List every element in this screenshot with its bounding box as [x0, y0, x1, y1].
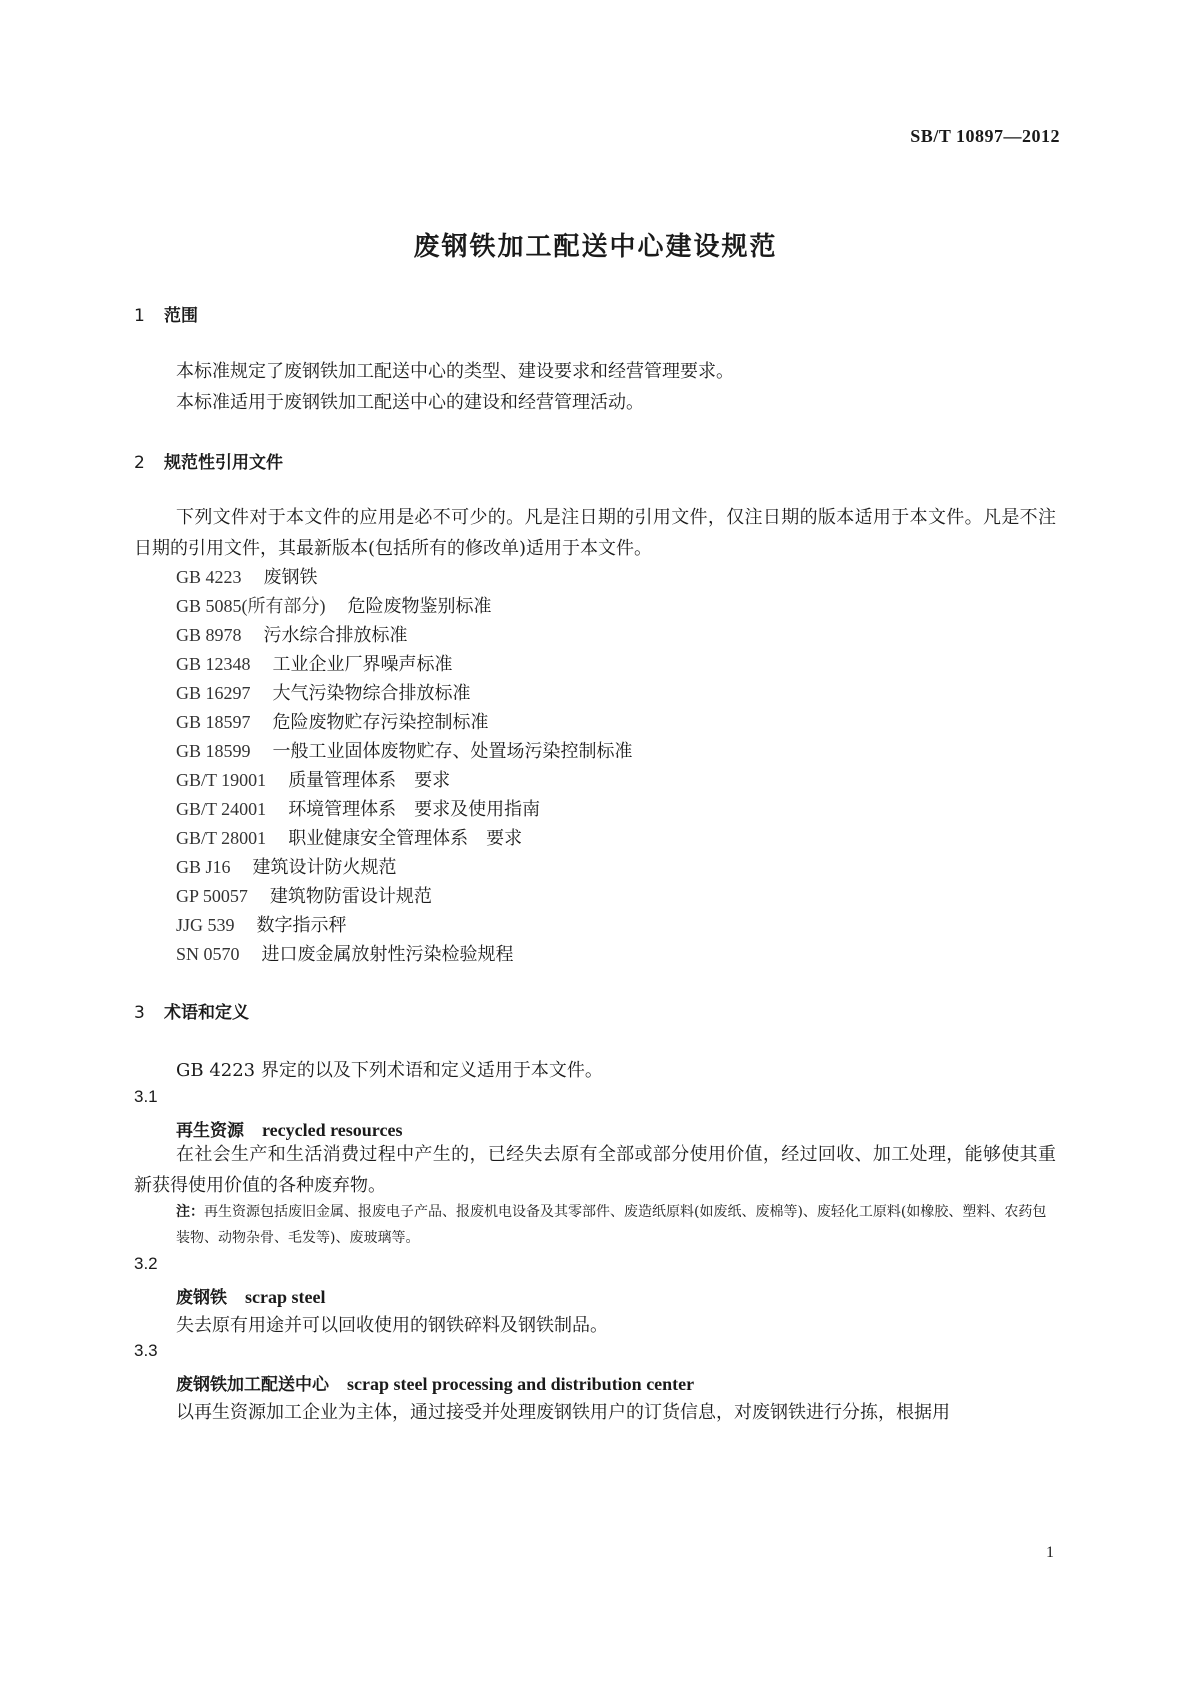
reference-item [176, 940, 514, 966]
reference-title: 建筑物防雷设计规范 [269, 886, 432, 907]
reference-code: GB/T 28001 [176, 828, 267, 848]
term-number: 3.3 [134, 1341, 158, 1360]
section-2-heading [134, 448, 283, 473]
reference-code: GP 50057 [176, 886, 248, 906]
term-zh: 废钢铁加工配送中心 [176, 1375, 329, 1395]
normative-references-intro: 下列文件对于本文件的应用是必不可少的。凡是注日期的引用文件，仅注日期的版本适用于本文件。凡是不注日期的引用文件，其最新版本(包括所有的修改单)适用于本文件。 [134, 507, 1056, 559]
section-title: 术语和定义 [164, 1003, 249, 1023]
reference-title: 职业健康安全管理体系 要求 [288, 828, 523, 849]
term-definition: 以再生资源加工企业为主体，通过接受并处理废钢铁用户的订货信息，对废钢铁进行分拣，根据用 [176, 1402, 950, 1423]
reference-title: 废钢铁 [263, 567, 318, 588]
reference-code: GB 5085(所有部分) [176, 596, 326, 616]
term-zh: 再生资源 [176, 1121, 244, 1141]
section-number: 2 [134, 453, 145, 473]
reference-title: 数字指示秤 [256, 915, 347, 936]
reference-item [176, 679, 471, 705]
reference-item [176, 911, 347, 937]
scope-paragraph-1: 本标准规定了废钢铁加工配送中心的类型、建设要求和经营管理要求。 [176, 361, 734, 382]
term-definition: 失去原有用途并可以回收使用的钢铁碎料及钢铁制品。 [176, 1315, 608, 1336]
reference-title: 进口废金属放射性污染检验规程 [261, 944, 514, 965]
term-note [176, 1199, 1056, 1251]
reference-item [176, 621, 408, 647]
term-definition: 在社会生产和生活消费过程中产生的，已经失去原有全部或部分使用价值，经过回收、加工处理，能够使其重新获得使用价值的各种废弃物。 [134, 1144, 1056, 1196]
reference-item [176, 708, 489, 734]
reference-item [176, 853, 397, 879]
note-text: 再生资源包括废旧金属、报废电子产品、报废机电设备及其零部件、废造纸原料(如废纸、废棉等)、废轻化工原料(如橡胶、塑料、农药包装物、动物杂骨、毛发等)、废玻璃等。 [176, 1204, 1047, 1246]
reference-item [176, 766, 450, 792]
reference-title: 工业企业厂界噪声标准 [272, 654, 453, 675]
section-1-heading [134, 301, 198, 326]
term-number: 3.1 [134, 1087, 158, 1106]
reference-code: GB 4223 [176, 567, 242, 587]
term-en: recycled resources [262, 1120, 403, 1140]
reference-code: GB 8978 [176, 625, 242, 645]
reference-item [176, 882, 432, 908]
term-heading [176, 1116, 402, 1141]
reference-title: 危险废物鉴别标准 [347, 596, 492, 617]
term-en: scrap steel processing and distribution center [347, 1374, 695, 1394]
scope-paragraph-2: 本标准适用于废钢铁加工配送中心的建设和经营管理活动。 [176, 392, 644, 413]
section-title: 规范性引用文件 [164, 453, 283, 473]
reference-code: GB 18597 [176, 712, 251, 732]
term-heading [176, 1283, 325, 1308]
reference-code: GB J16 [176, 857, 231, 877]
reference-item [176, 824, 522, 850]
reference-item [176, 795, 540, 821]
section-number: 3 [134, 1003, 145, 1023]
reference-item [176, 592, 492, 618]
section-title: 范围 [164, 306, 198, 326]
page-number: 1 [1046, 1544, 1054, 1561]
standard-code: SB/T 10897—2012 [910, 126, 1060, 146]
reference-code: GB 16297 [176, 683, 251, 703]
reference-title: 建筑设计防火规范 [252, 857, 397, 878]
reference-title: 大气污染物综合排放标准 [272, 683, 471, 704]
document-title: 废钢铁加工配送中心建设规范 [413, 232, 778, 262]
reference-title: 环境管理体系 要求及使用指南 [288, 799, 541, 820]
reference-title: 一般工业固体废物贮存、处置场污染控制标准 [272, 741, 633, 762]
reference-title: 质量管理体系 要求 [288, 770, 451, 791]
reference-code: GB/T 24001 [176, 799, 267, 819]
terms-intro: GB 4223 界定的以及下列术语和定义适用于本文件。 [176, 1060, 603, 1081]
reference-title: 危险废物贮存污染控制标准 [272, 712, 489, 733]
term-en: scrap steel [245, 1287, 326, 1307]
reference-code: GB/T 19001 [176, 770, 267, 790]
reference-item [176, 650, 453, 676]
reference-code: JJG 539 [176, 915, 235, 935]
reference-item [176, 737, 633, 763]
term-heading [176, 1370, 694, 1395]
reference-item [176, 563, 318, 589]
reference-code: GB 18599 [176, 741, 251, 761]
section-3-heading [134, 998, 249, 1023]
term-zh: 废钢铁 [176, 1288, 227, 1308]
reference-title: 污水综合排放标准 [263, 625, 408, 646]
reference-code: GB 12348 [176, 654, 251, 674]
reference-code: SN 0570 [176, 944, 240, 964]
section-number: 1 [134, 306, 145, 326]
term-number: 3.2 [134, 1254, 158, 1273]
note-label: 注： [176, 1204, 204, 1220]
